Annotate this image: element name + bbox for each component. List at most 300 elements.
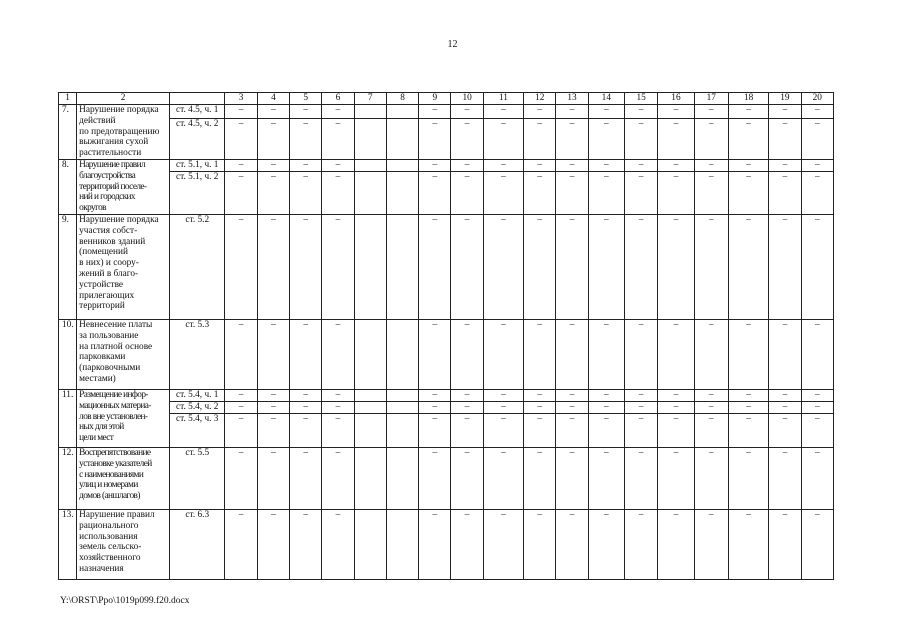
value-cell: –: [694, 119, 728, 160]
value-cell: –: [769, 413, 801, 447]
value-cell: –: [658, 171, 694, 214]
row-number: 9.: [59, 214, 77, 319]
value-cell: –: [257, 413, 289, 447]
value-cell: –: [257, 389, 289, 401]
value-cell: –: [483, 509, 523, 579]
value-cell: –: [588, 509, 624, 579]
offense-name-line: цели мест: [79, 433, 114, 444]
value-cell: –: [322, 447, 354, 509]
offense-name-line: назначения: [79, 563, 124, 574]
value-cell: –: [769, 401, 801, 413]
header-row: [59, 93, 834, 105]
value-cell: –: [624, 447, 657, 509]
offense-name-line: (помещений: [79, 247, 128, 258]
value-cell: –: [658, 509, 694, 579]
value-cell: –: [524, 171, 556, 214]
value-cell: [354, 119, 386, 160]
value-cell: –: [451, 401, 483, 413]
value-cell: –: [801, 214, 833, 319]
value-cell: –: [624, 413, 657, 447]
offense-name-line: прилегающих: [79, 290, 135, 301]
value-cell: –: [451, 159, 483, 171]
value-cell: –: [225, 413, 257, 447]
value-cell: –: [588, 171, 624, 214]
table-row: [59, 119, 834, 160]
value-cell: –: [225, 159, 257, 171]
header-cell: 20: [801, 93, 833, 105]
value-cell: –: [694, 389, 728, 401]
value-cell: –: [556, 447, 588, 509]
value-cell: –: [451, 214, 483, 319]
value-cell: –: [483, 214, 523, 319]
value-cell: –: [451, 119, 483, 160]
value-cell: –: [694, 413, 728, 447]
value-cell: –: [225, 447, 257, 509]
offense-name-line: выжигания сухой: [79, 137, 149, 148]
value-cell: [354, 105, 386, 119]
value-cell: [386, 447, 418, 509]
value-cell: –: [658, 214, 694, 319]
value-cell: –: [658, 401, 694, 413]
value-cell: –: [728, 319, 768, 389]
offense-name: [77, 159, 170, 214]
value-cell: –: [322, 119, 354, 160]
value-cell: –: [322, 401, 354, 413]
value-cell: –: [694, 509, 728, 579]
value-cell: [386, 401, 418, 413]
value-cell: –: [290, 119, 322, 160]
value-cell: –: [556, 119, 588, 160]
value-cell: –: [225, 119, 257, 160]
offense-name-line: в них) и соору-: [79, 258, 139, 269]
value-cell: –: [225, 171, 257, 214]
value-cell: –: [588, 159, 624, 171]
value-cell: –: [624, 105, 657, 119]
value-cell: –: [694, 214, 728, 319]
header-cell: [169, 93, 225, 105]
value-cell: –: [658, 319, 694, 389]
value-cell: –: [658, 159, 694, 171]
value-cell: –: [290, 171, 322, 214]
value-cell: –: [658, 447, 694, 509]
offense-name-line: рационального: [79, 520, 139, 531]
value-cell: –: [769, 319, 801, 389]
offense-name-line: ний и городских: [79, 192, 135, 203]
header-cell: 4: [257, 93, 289, 105]
offense-name-line: мационных материа-: [79, 400, 151, 411]
header-cell: 3: [225, 93, 257, 105]
offense-name-line: с наименованиями: [79, 469, 144, 480]
statistics-table: [58, 92, 834, 580]
value-cell: –: [451, 105, 483, 119]
value-cell: –: [588, 119, 624, 160]
offense-name-line: Размещение инфор-: [79, 389, 148, 400]
offense-name: [77, 105, 170, 160]
header-cell: 12: [524, 93, 556, 105]
offense-name-line: Нарушение правил: [79, 509, 155, 520]
value-cell: –: [419, 214, 451, 319]
value-cell: –: [322, 413, 354, 447]
article-reference: ст. 6.3: [169, 509, 225, 579]
article-reference: ст. 5.4, ч. 3: [169, 413, 225, 447]
value-cell: –: [451, 319, 483, 389]
header-cell: 11: [483, 93, 523, 105]
value-cell: –: [556, 171, 588, 214]
value-cell: –: [524, 159, 556, 171]
value-cell: –: [728, 159, 768, 171]
value-cell: –: [524, 413, 556, 447]
value-cell: –: [769, 214, 801, 319]
value-cell: –: [769, 447, 801, 509]
offense-name-line: установке указателей: [79, 458, 152, 469]
value-cell: –: [556, 401, 588, 413]
row-number: 7.: [59, 105, 77, 160]
value-cell: –: [556, 105, 588, 119]
header-cell: 8: [386, 93, 418, 105]
table-row: [59, 214, 834, 319]
header-cell: 16: [658, 93, 694, 105]
table-row: [59, 401, 834, 413]
value-cell: –: [769, 389, 801, 401]
value-cell: [354, 509, 386, 579]
value-cell: –: [257, 509, 289, 579]
value-cell: –: [801, 509, 833, 579]
table-row: [59, 171, 834, 214]
value-cell: –: [588, 413, 624, 447]
value-cell: [386, 319, 418, 389]
value-cell: –: [728, 119, 768, 160]
value-cell: –: [588, 319, 624, 389]
value-cell: –: [322, 509, 354, 579]
offense-name-line: жений в благо-: [79, 268, 139, 279]
value-cell: –: [451, 171, 483, 214]
header-cell: 13: [556, 93, 588, 105]
value-cell: –: [483, 401, 523, 413]
value-cell: –: [257, 119, 289, 160]
value-cell: –: [524, 105, 556, 119]
page-number: 12: [447, 39, 458, 50]
value-cell: –: [257, 214, 289, 319]
value-cell: –: [801, 119, 833, 160]
offense-name-line: растительности: [79, 148, 142, 159]
value-cell: –: [588, 401, 624, 413]
value-cell: –: [257, 105, 289, 119]
value-cell: –: [801, 319, 833, 389]
value-cell: –: [524, 389, 556, 401]
value-cell: –: [588, 389, 624, 401]
value-cell: –: [658, 105, 694, 119]
value-cell: –: [769, 119, 801, 160]
value-cell: –: [728, 413, 768, 447]
value-cell: –: [322, 319, 354, 389]
table-row: [59, 159, 834, 171]
value-cell: –: [290, 447, 322, 509]
file-path: Y:\ORST\Ppo\1019p099.f20.docx: [60, 596, 190, 606]
offense-name-line: ных для этой: [79, 422, 124, 433]
value-cell: –: [290, 413, 322, 447]
value-cell: –: [801, 389, 833, 401]
value-cell: –: [769, 105, 801, 119]
article-reference: ст. 5.1, ч. 2: [169, 171, 225, 214]
value-cell: –: [290, 389, 322, 401]
value-cell: –: [524, 509, 556, 579]
header-cell: 18: [728, 93, 768, 105]
value-cell: –: [419, 447, 451, 509]
header-cell: 7: [354, 93, 386, 105]
value-cell: –: [524, 401, 556, 413]
offense-name-line: венников зданий: [79, 236, 146, 247]
value-cell: –: [556, 509, 588, 579]
offense-name-line: (парковочными: [79, 363, 141, 374]
value-cell: –: [588, 214, 624, 319]
value-cell: –: [225, 509, 257, 579]
value-cell: –: [419, 389, 451, 401]
value-cell: –: [556, 319, 588, 389]
value-cell: –: [801, 171, 833, 214]
value-cell: –: [290, 401, 322, 413]
value-cell: –: [769, 159, 801, 171]
value-cell: –: [483, 413, 523, 447]
article-reference: ст. 5.4, ч. 2: [169, 401, 225, 413]
value-cell: –: [658, 413, 694, 447]
header-cell: 19: [769, 93, 801, 105]
value-cell: –: [419, 401, 451, 413]
value-cell: –: [451, 447, 483, 509]
header-cell: 14: [588, 93, 624, 105]
offense-name-line: хозяйственного: [79, 553, 141, 564]
value-cell: [386, 159, 418, 171]
value-cell: –: [694, 401, 728, 413]
value-cell: –: [524, 319, 556, 389]
offense-name-line: Воспрепятствование: [79, 447, 151, 458]
value-cell: [354, 401, 386, 413]
value-cell: –: [694, 447, 728, 509]
offense-name-line: улиц и номерами: [79, 480, 138, 491]
value-cell: –: [257, 319, 289, 389]
value-cell: –: [694, 171, 728, 214]
value-cell: –: [801, 105, 833, 119]
value-cell: –: [225, 319, 257, 389]
offense-name-line: домов (аншлагов): [79, 491, 140, 502]
article-reference: ст. 5.1, ч. 1: [169, 159, 225, 171]
value-cell: [354, 413, 386, 447]
value-cell: –: [225, 105, 257, 119]
value-cell: –: [483, 159, 523, 171]
offense-name-line: устройстве: [79, 279, 124, 290]
offense-name-line: на платной основе: [79, 341, 153, 352]
value-cell: [386, 214, 418, 319]
value-cell: –: [728, 389, 768, 401]
table-row: [59, 413, 834, 447]
value-cell: –: [451, 413, 483, 447]
row-number: 11.: [59, 389, 77, 447]
article-reference: ст. 5.4, ч. 1: [169, 389, 225, 401]
article-reference: ст. 5.5: [169, 447, 225, 509]
value-cell: –: [322, 214, 354, 319]
value-cell: [386, 413, 418, 447]
value-cell: –: [728, 214, 768, 319]
value-cell: –: [419, 159, 451, 171]
value-cell: –: [483, 389, 523, 401]
table-row: [59, 319, 834, 389]
offense-name-line: территорий поселе-: [79, 181, 147, 192]
header-cell: 2: [77, 93, 170, 105]
value-cell: [354, 171, 386, 214]
header-cell: 5: [290, 93, 322, 105]
value-cell: –: [419, 105, 451, 119]
value-cell: –: [483, 119, 523, 160]
offense-name: [77, 447, 170, 509]
value-cell: –: [728, 171, 768, 214]
value-cell: –: [658, 119, 694, 160]
offense-name-line: Нарушение правил: [79, 159, 146, 170]
value-cell: –: [801, 401, 833, 413]
value-cell: –: [658, 389, 694, 401]
value-cell: –: [801, 413, 833, 447]
value-cell: –: [728, 401, 768, 413]
table-row: [59, 509, 834, 579]
article-reference: ст. 5.3: [169, 319, 225, 389]
value-cell: –: [556, 413, 588, 447]
offense-name: [77, 214, 170, 319]
header-cell: 1: [59, 93, 77, 105]
article-reference: ст. 4.5, ч. 2: [169, 119, 225, 160]
offense-name-line: местами): [79, 373, 116, 384]
value-cell: –: [257, 401, 289, 413]
article-reference: ст. 5.2: [169, 214, 225, 319]
value-cell: –: [769, 509, 801, 579]
offense-name-line: благоустройства: [79, 170, 136, 181]
value-cell: –: [728, 105, 768, 119]
value-cell: –: [588, 447, 624, 509]
value-cell: –: [419, 509, 451, 579]
offense-name-line: по предотвращению: [79, 126, 160, 137]
header-cell: 6: [322, 93, 354, 105]
offense-name-line: лов вне установлен-: [79, 411, 148, 422]
table-row: [59, 389, 834, 401]
offense-name-line: за пользование: [79, 330, 139, 341]
value-cell: [354, 214, 386, 319]
offense-name-line: парковками: [79, 352, 126, 363]
value-cell: [354, 389, 386, 401]
value-cell: –: [483, 105, 523, 119]
value-cell: –: [225, 401, 257, 413]
value-cell: –: [694, 105, 728, 119]
header-cell: 17: [694, 93, 728, 105]
value-cell: –: [624, 509, 657, 579]
value-cell: [354, 319, 386, 389]
value-cell: –: [419, 319, 451, 389]
value-cell: –: [524, 214, 556, 319]
value-cell: –: [290, 319, 322, 389]
value-cell: –: [257, 171, 289, 214]
value-cell: –: [290, 105, 322, 119]
value-cell: –: [624, 401, 657, 413]
value-cell: –: [483, 447, 523, 509]
value-cell: –: [257, 447, 289, 509]
value-cell: –: [322, 105, 354, 119]
value-cell: –: [290, 509, 322, 579]
offense-name: [77, 509, 170, 579]
value-cell: –: [419, 119, 451, 160]
value-cell: –: [451, 389, 483, 401]
value-cell: –: [728, 509, 768, 579]
value-cell: –: [694, 319, 728, 389]
value-cell: –: [419, 413, 451, 447]
value-cell: [386, 509, 418, 579]
row-number: 10.: [59, 319, 77, 389]
row-number: 12.: [59, 447, 77, 509]
value-cell: –: [483, 171, 523, 214]
offense-name-line: земель сельско-: [79, 542, 142, 553]
value-cell: –: [769, 171, 801, 214]
value-cell: –: [322, 389, 354, 401]
value-cell: –: [225, 214, 257, 319]
row-number: 8.: [59, 159, 77, 214]
header-cell: 15: [624, 93, 657, 105]
offense-name-line: округов: [79, 203, 106, 214]
value-cell: –: [728, 447, 768, 509]
value-cell: –: [419, 171, 451, 214]
header-cell: 10: [451, 93, 483, 105]
value-cell: –: [588, 105, 624, 119]
value-cell: –: [801, 159, 833, 171]
offense-name-line: действий: [79, 115, 116, 126]
value-cell: –: [483, 319, 523, 389]
value-cell: [386, 389, 418, 401]
offense-name-line: Нарушение порядка: [79, 105, 159, 115]
offense-name-line: Нарушение порядка: [79, 214, 159, 225]
value-cell: –: [257, 159, 289, 171]
row-number: 13.: [59, 509, 77, 579]
value-cell: –: [624, 119, 657, 160]
value-cell: –: [624, 159, 657, 171]
value-cell: –: [556, 389, 588, 401]
offense-name-line: участия собст-: [79, 225, 138, 236]
value-cell: –: [290, 214, 322, 319]
table-row: [59, 447, 834, 509]
value-cell: –: [624, 389, 657, 401]
value-cell: –: [624, 171, 657, 214]
value-cell: –: [524, 119, 556, 160]
value-cell: –: [801, 447, 833, 509]
table-row: [59, 105, 834, 119]
article-reference: ст. 4.5, ч. 1: [169, 105, 225, 119]
offense-name-line: использования: [79, 531, 138, 542]
offense-name-line: территорий: [79, 301, 125, 312]
value-cell: [354, 447, 386, 509]
value-cell: –: [290, 159, 322, 171]
value-cell: [386, 105, 418, 119]
value-cell: –: [322, 171, 354, 214]
value-cell: –: [451, 509, 483, 579]
value-cell: –: [322, 159, 354, 171]
value-cell: –: [225, 389, 257, 401]
value-cell: –: [694, 159, 728, 171]
value-cell: –: [624, 319, 657, 389]
value-cell: –: [556, 159, 588, 171]
offense-name: [77, 389, 170, 447]
value-cell: [354, 159, 386, 171]
offense-name-line: Невнесение платы: [79, 319, 153, 330]
offense-name: [77, 319, 170, 389]
value-cell: –: [556, 214, 588, 319]
header-cell: 9: [419, 93, 451, 105]
value-cell: [386, 171, 418, 214]
value-cell: –: [524, 447, 556, 509]
value-cell: [386, 119, 418, 160]
value-cell: –: [624, 214, 657, 319]
